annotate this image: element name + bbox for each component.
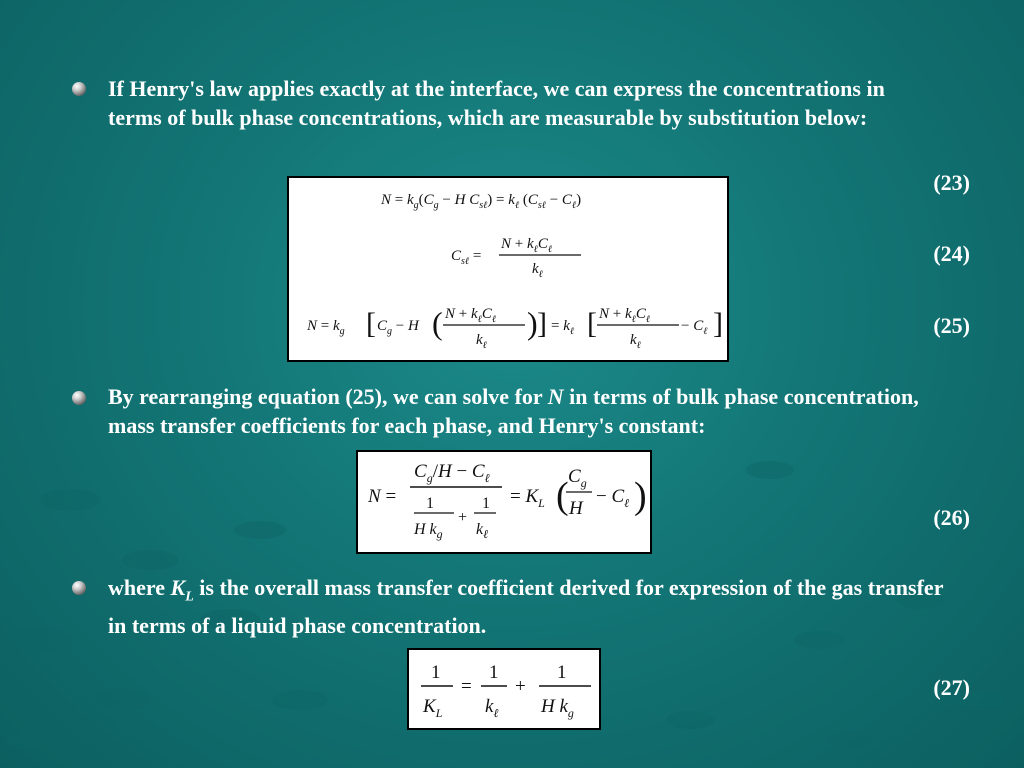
- svg-text:− Cℓ: − $C_\ell$: [596, 486, 630, 510]
- bullet-marker: [72, 581, 86, 595]
- svg-text:− Cℓ: − $C_\ell$: [681, 318, 708, 337]
- svg-text:= KL: = $K_L$: [510, 486, 545, 510]
- equation-number-25: (25): [933, 313, 970, 338]
- svg-text:H kg: H $k_g$: [414, 521, 443, 541]
- equation-26: [367, 461, 647, 541]
- equation-box-27: [407, 648, 601, 730]
- svg-text:KL: $K_L$: [423, 696, 443, 720]
- svg-text:kℓ: $k_\ell$: [630, 332, 641, 351]
- bullet-marker: [72, 82, 86, 96]
- equation-25: [306, 305, 723, 351]
- svg-text:H kg: H $k_g$: [541, 696, 574, 720]
- svg-text:Cg − H: $C_g - H$: [377, 318, 419, 337]
- svg-text:[: [: [587, 307, 597, 340]
- svg-text:1: 1: [489, 662, 499, 683]
- svg-text:+: +: [515, 676, 526, 697]
- svg-text:]: ]: [537, 307, 547, 340]
- svg-text:kℓ: $k_\ell$: [485, 696, 499, 720]
- svg-text:1: 1: [482, 495, 490, 512]
- svg-text:Cg: $C_g$: [568, 466, 587, 490]
- svg-text:+: +: [458, 509, 468, 526]
- svg-text:[: [: [366, 307, 376, 340]
- bullet-2-text: By rearranging equation (25), we can solve for N in terms of bulk phase concentration, mass transfer coefficients for each phase, and Henry's constant:: [108, 384, 919, 438]
- svg-text:kℓ: $k_\ell$: [532, 261, 543, 280]
- svg-text:N = kg: $N = k_g$: [307, 318, 345, 337]
- svg-text:N = kg(Cg − H Csℓ) = kℓ (Csℓ −: $N = k_g(C_g - H$ $C_{s\ell}) = k_\ell$ $(C_{s\ell} - C_\ell)$: [381, 192, 582, 211]
- svg-text:): ): [634, 475, 647, 517]
- svg-text:(: (: [556, 475, 569, 517]
- equation-number-27: (27): [933, 675, 970, 700]
- bullet-marker: [72, 391, 86, 405]
- equation-23: [380, 192, 581, 211]
- equation-number-23: (23): [933, 170, 970, 195]
- svg-text:1: 1: [426, 495, 434, 512]
- svg-text:Csℓ =: $C_{s\ell}$ =: [451, 248, 482, 267]
- equation-24: [451, 236, 581, 280]
- equation-box-26: [356, 450, 652, 554]
- bullet-1-text: If Henry's law applies exactly at the interface, we can express the concentrations in terms of bulk phase concentrations, which are measurable by substitution below:: [108, 76, 885, 130]
- svg-text:(: (: [432, 305, 443, 341]
- equation-number-26: (26): [933, 505, 970, 530]
- svg-text:=: =: [461, 676, 472, 697]
- equation-number-24: (24): [933, 241, 970, 266]
- svg-text:kℓ: $k_\ell$: [476, 332, 487, 351]
- svg-text:1: 1: [431, 662, 441, 683]
- svg-text:N + kℓCℓ: $N + k_\ell C_\ell$: [599, 306, 651, 325]
- equation-27: [421, 662, 591, 720]
- svg-text:): ): [527, 305, 538, 341]
- svg-text:kℓ: $k_\ell$: [476, 521, 489, 541]
- svg-text:]: ]: [713, 307, 723, 340]
- svg-text:N + kℓCℓ: $N + k_\ell C_\ell$: [445, 306, 497, 325]
- svg-text:= kℓ: = $k_\ell$: [551, 318, 575, 337]
- bullet-3-text: where $K_L$ is the overall mass transfer coefficient derived for expression of the gas transfer in terms of a liquid phase concentration.: [108, 575, 944, 639]
- equation-box-23-25: [287, 176, 729, 362]
- svg-text:N =: N =: [368, 486, 397, 507]
- svg-text:1: 1: [557, 662, 567, 683]
- svg-text:Cg/H − Cℓ: $C_g/H - C_\ell$: [414, 461, 490, 485]
- svg-text:N + kℓCℓ: $N + k_\ell C_\ell$: [501, 236, 553, 255]
- svg-text:H: H: [569, 498, 583, 519]
